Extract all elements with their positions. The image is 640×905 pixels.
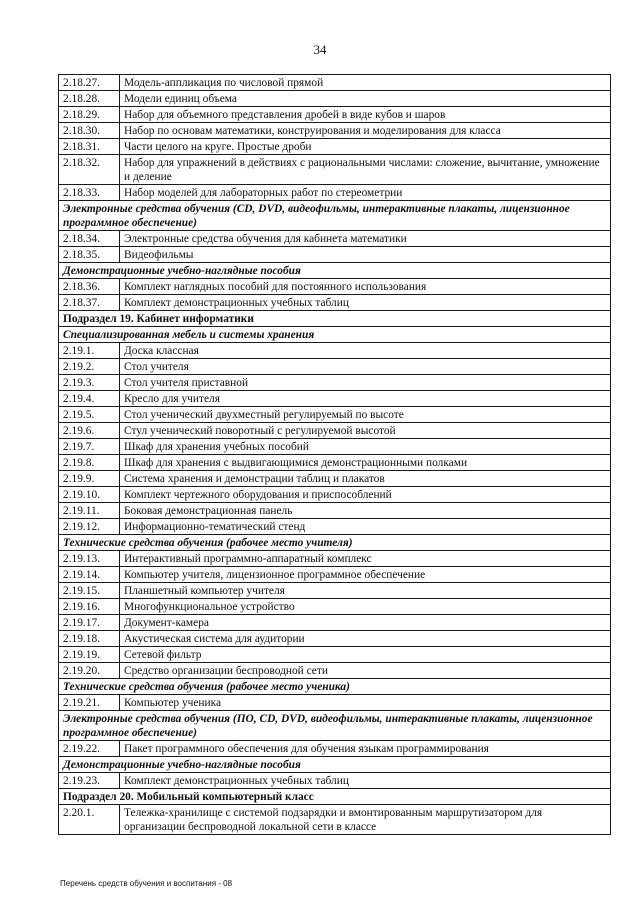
table-row	[59, 247, 611, 263]
item-number: 2.19.2.	[59, 359, 120, 375]
table-row	[59, 805, 611, 835]
table-row	[59, 391, 611, 407]
table-row	[59, 567, 611, 583]
item-number: 2.18.35.	[59, 247, 120, 263]
item-number: 2.19.6.	[59, 423, 120, 439]
item-number: 2.19.20.	[59, 663, 120, 679]
table-row	[59, 423, 611, 439]
section-row	[59, 535, 611, 551]
table-row	[59, 471, 611, 487]
item-number: 2.19.1.	[59, 343, 120, 359]
item-number: 2.20.1.	[59, 805, 120, 835]
item-name: Набор для объемного представления дробей в виде кубов и шаров	[120, 107, 611, 123]
section-row	[59, 711, 611, 741]
item-name: Стул ученический поворотный с регулируемой высотой	[120, 423, 611, 439]
item-number: 2.19.12.	[59, 519, 120, 535]
table-row	[59, 773, 611, 789]
table-row	[59, 615, 611, 631]
item-number: 2.19.7.	[59, 439, 120, 455]
subsection-row	[59, 311, 611, 327]
section-heading: Демонстрационные учебно-наглядные пособия	[59, 757, 611, 773]
item-number: 2.19.5.	[59, 407, 120, 423]
item-name: Документ-камера	[120, 615, 611, 631]
item-name: Компьютер ученика	[120, 695, 611, 711]
item-name: Модель-аппликация по числовой прямой	[120, 75, 611, 91]
item-number: 2.19.17.	[59, 615, 120, 631]
item-number: 2.18.33.	[59, 185, 120, 201]
table-body	[59, 75, 611, 835]
equipment-table	[58, 74, 611, 835]
section-heading: Электронные средства обучения (ПО, CD, DVD, видеофильмы, интерактивные плакаты, лицензионное программное обеспечение)	[59, 711, 611, 741]
item-number: 2.19.23.	[59, 773, 120, 789]
item-number: 2.19.22.	[59, 741, 120, 757]
item-number: 2.19.16.	[59, 599, 120, 615]
table-row	[59, 663, 611, 679]
item-name: Сетевой фильтр	[120, 647, 611, 663]
item-name: Планшетный компьютер учителя	[120, 583, 611, 599]
table-row	[59, 231, 611, 247]
item-name: Средство организации беспроводной сети	[120, 663, 611, 679]
section-heading: Электронные средства обучения (CD, DVD, видеофильмы, интерактивные плакаты, лицензионное программное обеспечение)	[59, 201, 611, 231]
item-number: 2.18.27.	[59, 75, 120, 91]
subsection-row	[59, 789, 611, 805]
subsection-heading: Подраздел 20. Мобильный компьютерный класс	[59, 789, 611, 805]
item-number: 2.19.9.	[59, 471, 120, 487]
table-row	[59, 741, 611, 757]
table-row	[59, 647, 611, 663]
table-row	[59, 295, 611, 311]
item-name: Стол учителя	[120, 359, 611, 375]
item-name: Набор по основам математики, конструирования и моделирования для класса	[120, 123, 611, 139]
item-number: 2.19.11.	[59, 503, 120, 519]
section-row	[59, 327, 611, 343]
item-name: Доска классная	[120, 343, 611, 359]
item-number: 2.18.30.	[59, 123, 120, 139]
item-number: 2.19.10.	[59, 487, 120, 503]
table-row	[59, 551, 611, 567]
table-row	[59, 503, 611, 519]
table-row	[59, 123, 611, 139]
item-number: 2.18.29.	[59, 107, 120, 123]
table-row	[59, 631, 611, 647]
item-name: Шкаф для хранения учебных пособий	[120, 439, 611, 455]
item-name: Компьютер учителя, лицензионное программное обеспечение	[120, 567, 611, 583]
item-name: Многофункциональное устройство	[120, 599, 611, 615]
table-row	[59, 487, 611, 503]
item-name: Система хранения и демонстрации таблиц и плакатов	[120, 471, 611, 487]
table-row	[59, 155, 611, 185]
subsection-heading: Подраздел 19. Кабинет информатики	[59, 311, 611, 327]
table-row	[59, 185, 611, 201]
item-number: 2.19.15.	[59, 583, 120, 599]
item-name: Видеофильмы	[120, 247, 611, 263]
footer: Перечень средств обучения и воспитания - 08	[60, 879, 233, 888]
section-heading: Технические средства обучения (рабочее место ученика)	[59, 679, 611, 695]
item-name: Шкаф для хранения с выдвигающимися демонстрационными полками	[120, 455, 611, 471]
item-number: 2.19.14.	[59, 567, 120, 583]
item-name: Информационно-тематический стенд	[120, 519, 611, 535]
item-number: 2.19.21.	[59, 695, 120, 711]
table-row	[59, 359, 611, 375]
section-row	[59, 263, 611, 279]
section-heading: Технические средства обучения (рабочее место учителя)	[59, 535, 611, 551]
item-number: 2.18.36.	[59, 279, 120, 295]
page-number: 34	[313, 42, 327, 57]
item-name: Комплект демонстрационных учебных таблиц	[120, 773, 611, 789]
section-row	[59, 201, 611, 231]
item-name: Набор моделей для лабораторных работ по стереометрии	[120, 185, 611, 201]
item-number: 2.18.34.	[59, 231, 120, 247]
item-number: 2.19.13.	[59, 551, 120, 567]
item-number: 2.19.4.	[59, 391, 120, 407]
table-row	[59, 519, 611, 535]
table-row	[59, 279, 611, 295]
item-name: Пакет программного обеспечения для обучения языкам программирования	[120, 741, 611, 757]
table-row	[59, 599, 611, 615]
item-number: 2.18.37.	[59, 295, 120, 311]
item-number: 2.18.32.	[59, 155, 120, 185]
item-name: Тележка-хранилище с системой подзарядки и вмонтированным маршрутизатором для организации беспроводной локальной сети в классе	[120, 805, 611, 835]
section-heading: Демонстрационные учебно-наглядные пособия	[59, 263, 611, 279]
item-number: 2.19.18.	[59, 631, 120, 647]
table-row	[59, 407, 611, 423]
item-number: 2.18.28.	[59, 91, 120, 107]
section-row	[59, 679, 611, 695]
item-name: Модели единиц объема	[120, 91, 611, 107]
item-name: Комплект демонстрационных учебных таблиц	[120, 295, 611, 311]
item-number: 2.19.19.	[59, 647, 120, 663]
item-name: Кресло для учителя	[120, 391, 611, 407]
table-row	[59, 455, 611, 471]
item-name: Электронные средства обучения для кабинета математики	[120, 231, 611, 247]
item-name: Боковая демонстрационная панель	[120, 503, 611, 519]
item-name: Стол учителя приставной	[120, 375, 611, 391]
table-row	[59, 375, 611, 391]
item-name: Комплект чертежного оборудования и приспособлений	[120, 487, 611, 503]
table-row	[59, 75, 611, 91]
item-number: 2.19.3.	[59, 375, 120, 391]
item-number: 2.19.8.	[59, 455, 120, 471]
item-name: Акустическая система для аудитории	[120, 631, 611, 647]
table-row	[59, 343, 611, 359]
table-row	[59, 695, 611, 711]
item-name: Части целого на круге. Простые дроби	[120, 139, 611, 155]
item-name: Интерактивный программно-аппаратный комплекс	[120, 551, 611, 567]
section-heading: Специализированная мебель и системы хранения	[59, 327, 611, 343]
table-row	[59, 91, 611, 107]
table-row	[59, 439, 611, 455]
item-name: Стол ученический двухместный регулируемый по высоте	[120, 407, 611, 423]
table-row	[59, 139, 611, 155]
item-name: Комплект наглядных пособий для постоянного использования	[120, 279, 611, 295]
item-number: 2.18.31.	[59, 139, 120, 155]
item-name: Набор для упражнений в действиях с рациональными числами: сложение, вычитание, умножение и деление	[120, 155, 611, 185]
table-row	[59, 583, 611, 599]
table-row	[59, 107, 611, 123]
section-row	[59, 757, 611, 773]
